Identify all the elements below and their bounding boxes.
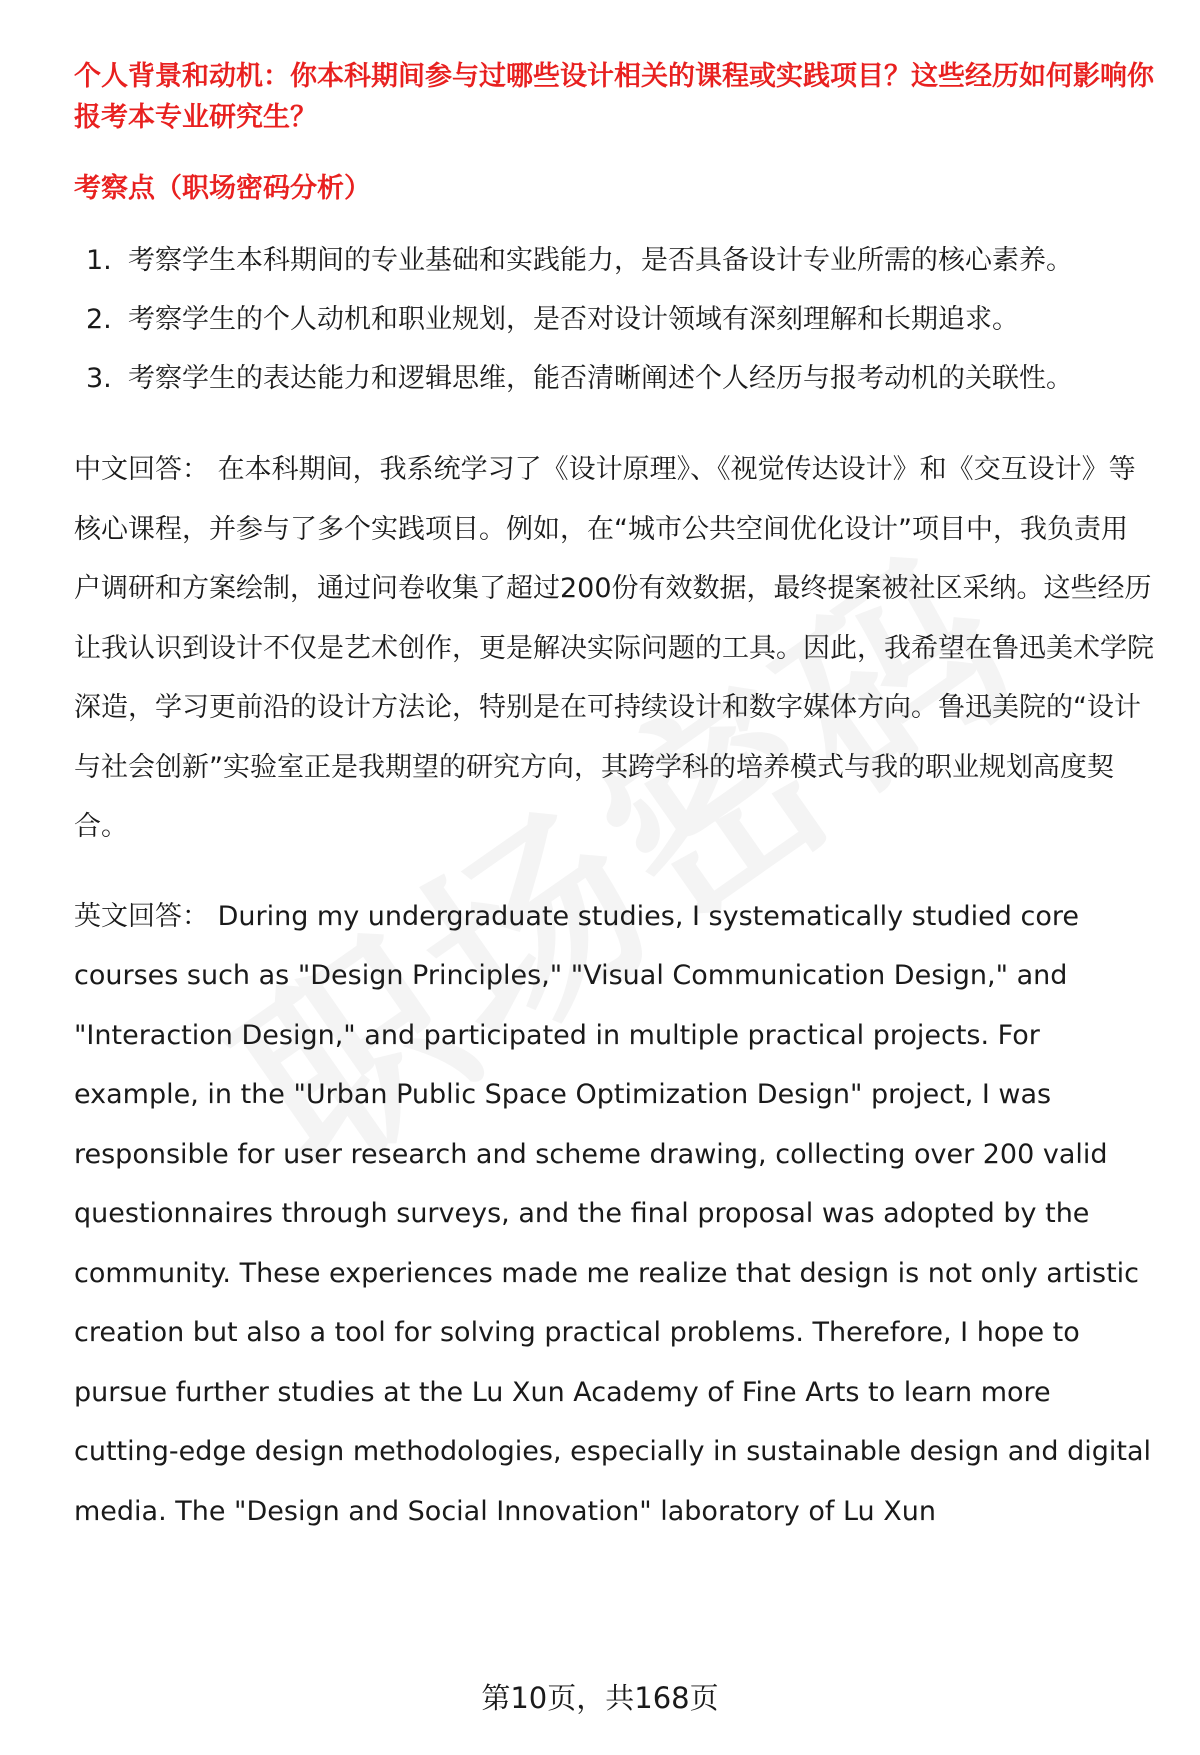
question-heading: 个人背景和动机：你本科期间参与过哪些设计相关的课程或实践项目？这些经历如何影响你报考本专业研究生？ bbox=[74, 61, 1154, 133]
list-number: 1. bbox=[86, 245, 112, 276]
list-item bbox=[74, 349, 1168, 408]
list-number: 2. bbox=[86, 304, 112, 335]
page-content bbox=[74, 56, 1154, 1541]
list-item-text: 考察学生的个人动机和职业规划，是否对设计领域有深刻理解和长期追求。 bbox=[128, 304, 1019, 335]
page-number: 第10页，共168页 bbox=[481, 1681, 719, 1715]
list-item bbox=[74, 231, 1168, 290]
points-list bbox=[74, 231, 1154, 408]
list-item-text: 考察学生的表达能力和逻辑思维，能否清晰阐述个人经历与报考动机的关联性。 bbox=[128, 363, 1073, 394]
chinese-answer: 中文回答： 在本科期间，我系统学习了《设计原理》、《视觉传达设计》和《交互设计》等核心课程，并参与了多个实践项目。例如，在“城市公共空间优化设计”项目中，我负责用户调研和方案绘制，通过问卷收集了超过200份有效数据，最终提案被社区采纳。这些经历让我认识到设计不仅是艺术创作，更是解决实际问题的工具。因此，我希望在鲁迅美术学院深造，学习更前沿的设计方法论，特别是在可持续设计和数字媒体方向。鲁迅美院的“设计与社会创新”实验室正是我期望的研究方向，其跨学科的培养模式与我的职业规划高度契合。 bbox=[74, 454, 1154, 842]
points-title: 考察点（职场密码分析） bbox=[74, 173, 371, 204]
english-answer: 英文回答： During my undergraduate studies, I systematically studied core courses such as "Design Principles," "Visual Communication Design," and "Interaction Design," and participated in multiple practical projects. For example, in the "Urban Public Space Optimization Design" project, I was responsible for user research and scheme drawing, collecting over 200 valid questionnaires through surveys, and the final proposal was adopted by the community. These experiences made me realize that design is not only artistic creation but also a tool for solving practical problems. Therefore, I hope to pursue further studies at the Lu Xun Academy of Fine Arts to learn more cutting-edge design methodologies, especially in sustainable design and digital media. The "Design and Social Innovation" laboratory of Lu Xun bbox=[74, 900, 1152, 1527]
list-number: 3. bbox=[86, 363, 112, 394]
list-item-text: 考察学生本科期间的专业基础和实践能力，是否具备设计专业所需的核心素养。 bbox=[128, 245, 1073, 276]
list-item bbox=[74, 290, 1168, 349]
